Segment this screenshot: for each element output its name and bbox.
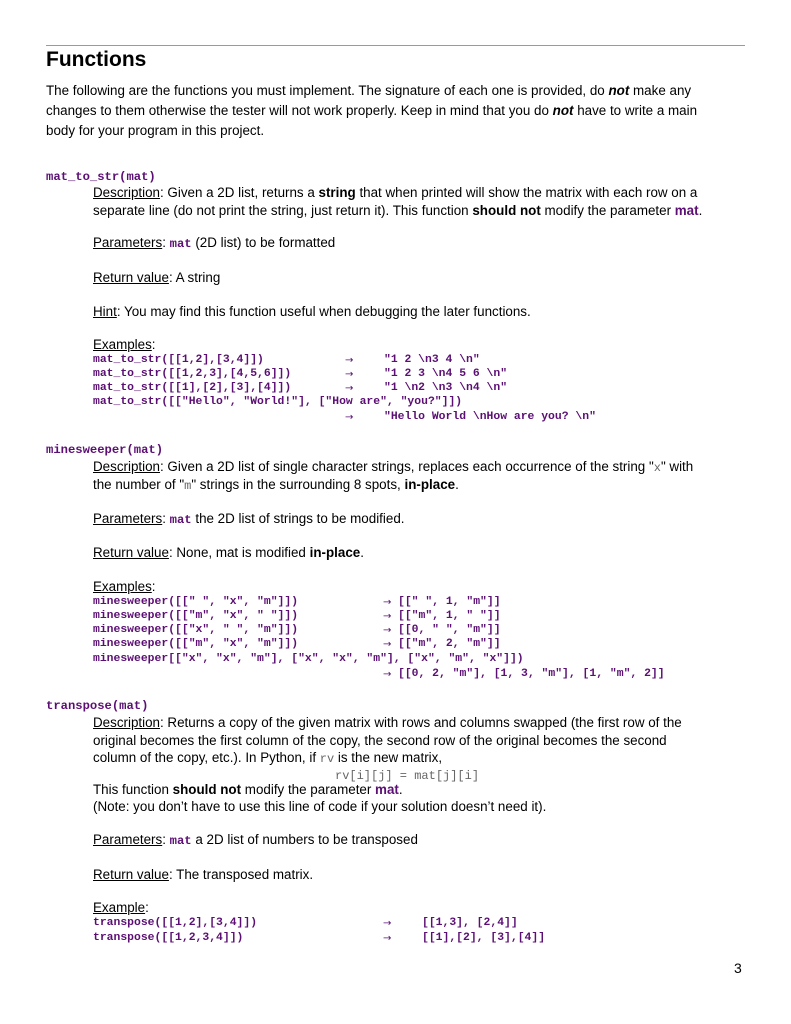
- arrow-icon: →: [345, 383, 354, 394]
- example-result: [[1],[2], [3],[4]]: [422, 932, 546, 944]
- arrow-icon: →: [383, 918, 392, 929]
- arrow-icon: →: [345, 355, 354, 366]
- example-call: transpose([[1,2,3,4]]): [93, 932, 244, 944]
- transpose-example-label: Example:: [93, 900, 149, 915]
- mat-to-str-return-value: Return value: A string: [93, 270, 221, 285]
- intro-paragraph: [46, 81, 746, 141]
- example-result: [[0, " ", "m"]]: [398, 624, 501, 636]
- function-signature-minesweeper: minesweeper(mat): [46, 443, 164, 457]
- transpose-description-line-5: This function should not modify the parameter mat.: [93, 782, 403, 797]
- mat-to-str-description-line-2: separate line (do not print the string, just return it). This function should not modify the parameter mat.: [93, 203, 703, 218]
- mat-to-str-description-line-1: Description: Given a 2D list, returns a string that when printed will show the matrix with each row on a: [93, 185, 698, 200]
- example-call: minesweeper([["x", " ", "m"]]): [93, 624, 299, 636]
- example-call: mat_to_str([["Hello", "World!"], ["How are", "you?"]]): [93, 396, 463, 408]
- example-result: "Hello World \nHow are you? \n": [384, 411, 596, 423]
- arrow-icon: →: [345, 412, 354, 423]
- transpose-note: (Note: you don’t have to use this line of code if your solution doesn’t need it).: [93, 799, 547, 814]
- example-result: [["m", 1, " "]]: [398, 610, 501, 622]
- example-call: mat_to_str([[1],[2],[3],[4]]): [93, 382, 292, 394]
- example-call: transpose([[1,2],[3,4]]): [93, 917, 258, 929]
- function-signature-mat-to-str: mat_to_str(mat): [46, 170, 156, 184]
- example-result: [[0, 2, "m"], [1, 3, "m"], [1, "m", 2]]: [398, 668, 665, 680]
- arrow-icon: →: [383, 669, 392, 680]
- transpose-return-value: Return value: The transposed matrix.: [93, 867, 314, 882]
- example-call: minesweeper([["m", "x", " "]]): [93, 610, 299, 622]
- transpose-parameters: Parameters: mat a 2D list of numbers to be transposed: [93, 832, 418, 848]
- mat-to-str-parameters: Parameters: mat (2D list) to be formatted: [93, 235, 336, 251]
- example-result: "1 \n2 \n3 \n4 \n": [384, 382, 508, 394]
- intro-line-3: body for your program in this project.: [46, 123, 265, 138]
- transpose-description-line-2: original becomes the first column of the copy, the second row of the original becomes the second: [93, 733, 667, 748]
- mat-to-str-hint: Hint: You may find this function useful when debugging the later functions.: [93, 304, 531, 319]
- minesweeper-examples-label: Examples:: [93, 579, 156, 594]
- page-number: 3: [734, 960, 742, 976]
- example-call: minesweeper[["x", "x", "m"], ["x", "x", "m"], ["x", "m", "x"]]): [93, 653, 524, 665]
- top-rule: [46, 45, 745, 46]
- minesweeper-return-value: Return value: None, mat is modified in-place.: [93, 545, 364, 560]
- transpose-formula: rv[i][j] = mat[j][i]: [335, 769, 480, 783]
- transpose-description-line-1: Description: Returns a copy of the given matrix with rows and columns swapped (the first row of the: [93, 715, 682, 730]
- example-call: mat_to_str([[1,2,3],[4,5,6]]): [93, 368, 292, 380]
- arrow-icon: →: [345, 369, 354, 380]
- minesweeper-description-line-2: the number of "m" strings in the surrounding 8 spots, in-place.: [93, 477, 459, 493]
- mat-to-str-examples-label: Examples:: [93, 337, 156, 352]
- example-call: mat_to_str([[1,2],[3,4]]): [93, 354, 264, 366]
- example-result: [[1,3], [2,4]]: [422, 917, 518, 929]
- example-result: [["m", 2, "m"]]: [398, 638, 501, 650]
- function-signature-transpose: transpose(mat): [46, 699, 149, 713]
- arrow-icon: →: [383, 639, 392, 650]
- example-result: [[" ", 1, "m"]]: [398, 596, 501, 608]
- transpose-description-line-3: column of the copy, etc.). In Python, if rv is the new matrix,: [93, 750, 443, 766]
- minesweeper-parameters: Parameters: mat the 2D list of strings to be modified.: [93, 511, 405, 527]
- arrow-icon: →: [383, 597, 392, 608]
- arrow-icon: →: [383, 933, 392, 944]
- intro-line-1: The following are the functions you must implement. The signature of each one is provided, do not make any: [46, 83, 692, 98]
- example-result: "1 2 \n3 4 \n": [384, 354, 480, 366]
- example-result: "1 2 3 \n4 5 6 \n": [384, 368, 508, 380]
- intro-line-2: changes to them otherwise the tester will not work properly. Keep in mind that you do not have to write a main: [46, 103, 698, 118]
- arrow-icon: →: [383, 611, 392, 622]
- example-call: minesweeper([[" ", "x", "m"]]): [93, 596, 299, 608]
- section-heading: Functions: [46, 48, 147, 71]
- example-call: minesweeper([["m", "x", "m"]]): [93, 638, 299, 650]
- arrow-icon: →: [383, 625, 392, 636]
- minesweeper-description-line-1: Description: Given a 2D list of single character strings, replaces each occurrence of the string "x" with: [93, 459, 694, 475]
